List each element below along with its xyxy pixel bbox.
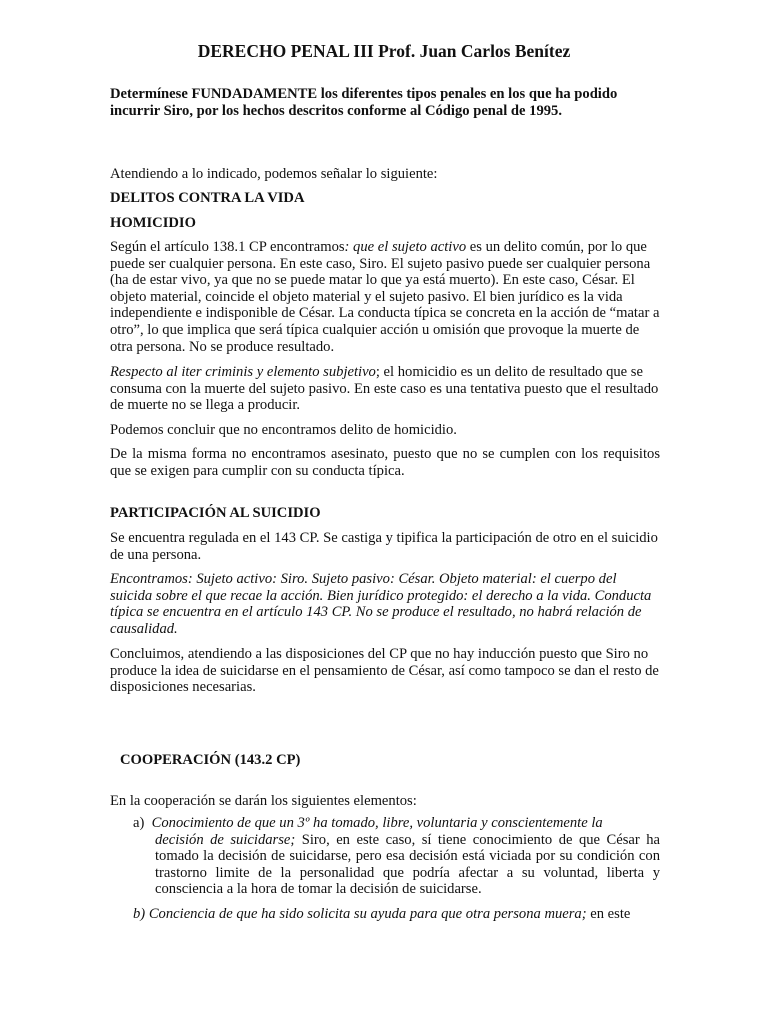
intro-paragraph: Atendiendo a lo indicado, podemos señalar lo siguiente: [110,166,438,182]
cooperacion-intro: En la cooperación se darán los siguientes elementos: [110,793,417,809]
homicidio-paragraph-2 [110,364,660,414]
p2-italic: Respecto al iter criminis y elemento subjetivo [110,364,376,380]
item-a-italic-2: decisión de suicidarse; [155,831,296,848]
section-heading-participacion: PARTICIPACIÓN AL SUICIDIO [110,505,321,521]
question-statement [110,86,660,119]
section-heading-cooperacion: COOPERACIÓN (143.2 CP) [120,752,301,768]
list-item-b [133,906,660,923]
list-marker-a: a) [133,815,145,831]
homicidio-paragraph-4: De la misma forma no encontramos asesinato, puesto que no se cumplen con los requisitos que se exigen para cumplir con su conducta típica. [110,446,660,479]
page-title: DERECHO PENAL III Prof. Juan Carlos Benítez [197,41,571,61]
homicidio-paragraph-3: Podemos concluir que no encontramos delito de homicidio. [110,422,457,438]
participacion-paragraph-1: Se encuentra regulada en el 143 CP. Se castiga y tipifica la participación de otro en el suicidio de una persona. [110,530,658,563]
p1-lead: Según el artículo 138.1 CP encontramos [110,239,345,255]
section-heading-delitos: DELITOS CONTRA LA VIDA [110,190,305,206]
item-b-italic: Conciencia de que ha sido solicita su ayuda para que otra persona muera; [148,906,587,922]
p1-rest: es un delito común, por lo que puede ser cualquier persona. En este caso, Siro. El sujeto pasivo puede ser cualquier persona (ha de estar vivo, ya que no se puede matar lo que ya está muerto). En este caso, César. El objeto material, coincide el objeto material y el sujeto pasivo. El bien jurídico es la vida independiente e indisponible de César. La conducta típica se concreta en la acción de “matar a otro”, lo que implica que será típica cualquier acción u omisión que provoque la muerte de otra persona. No se produce resultado. [110,239,660,355]
p2-rest: ; el homicidio es un delito de resultado que se consuma con la muerte del sujeto pasivo. En este caso es una tentativa puesto que el resultado de muerte no se llega a producir. [110,364,659,414]
p1-italic: : que el sujeto activo [344,239,467,255]
homicidio-paragraph-1 [110,239,660,355]
item-a-rest: Siro, en este caso, sí tiene conocimiento de que César ha tomado la decisión de suicidarse, pero esa decisión está viciada por su condición con trastorno limite de la personalidad que podría afectar a su voluntad, liberta y consciencia a la hora de tomar la decisión de suicidarse. [155,831,661,898]
question-line-1: Determínese FUNDADAMENTE los diferentes tipos penales en los que ha podido [110,86,618,102]
participacion-paragraph-2: Encontramos: Sujeto activo: Siro. Sujeto pasivo: César. Objeto material: el cuerpo del suicida sobre el que recae la acción. Bien jurídico protegido: el derecho a la vida. Conducta típica se encuentra en el artículo 143 CP. No se produce el resultado, no habrá relación de causalidad. [110,571,652,637]
item-a-italic-1: Conocimiento de que un 3º ha tomado, libre, voluntaria y conscientemente la [151,815,603,831]
list-marker-b: b) [133,906,146,922]
subheading-homicidio: HOMICIDIO [110,215,196,231]
participacion-paragraph-3: Concluimos, atendiendo a las disposiciones del CP que no hay inducción puesto que Siro no produce la idea de suicidarse en el pensamiento de César, así como tampoco se dan el resto de disposiciones necesarias. [110,646,659,696]
question-line-2: incurrir Siro, por los hechos descritos conforme al Código penal de 1995. [110,102,562,119]
list-item-a [133,815,660,898]
item-b-rest: en este [586,906,631,922]
